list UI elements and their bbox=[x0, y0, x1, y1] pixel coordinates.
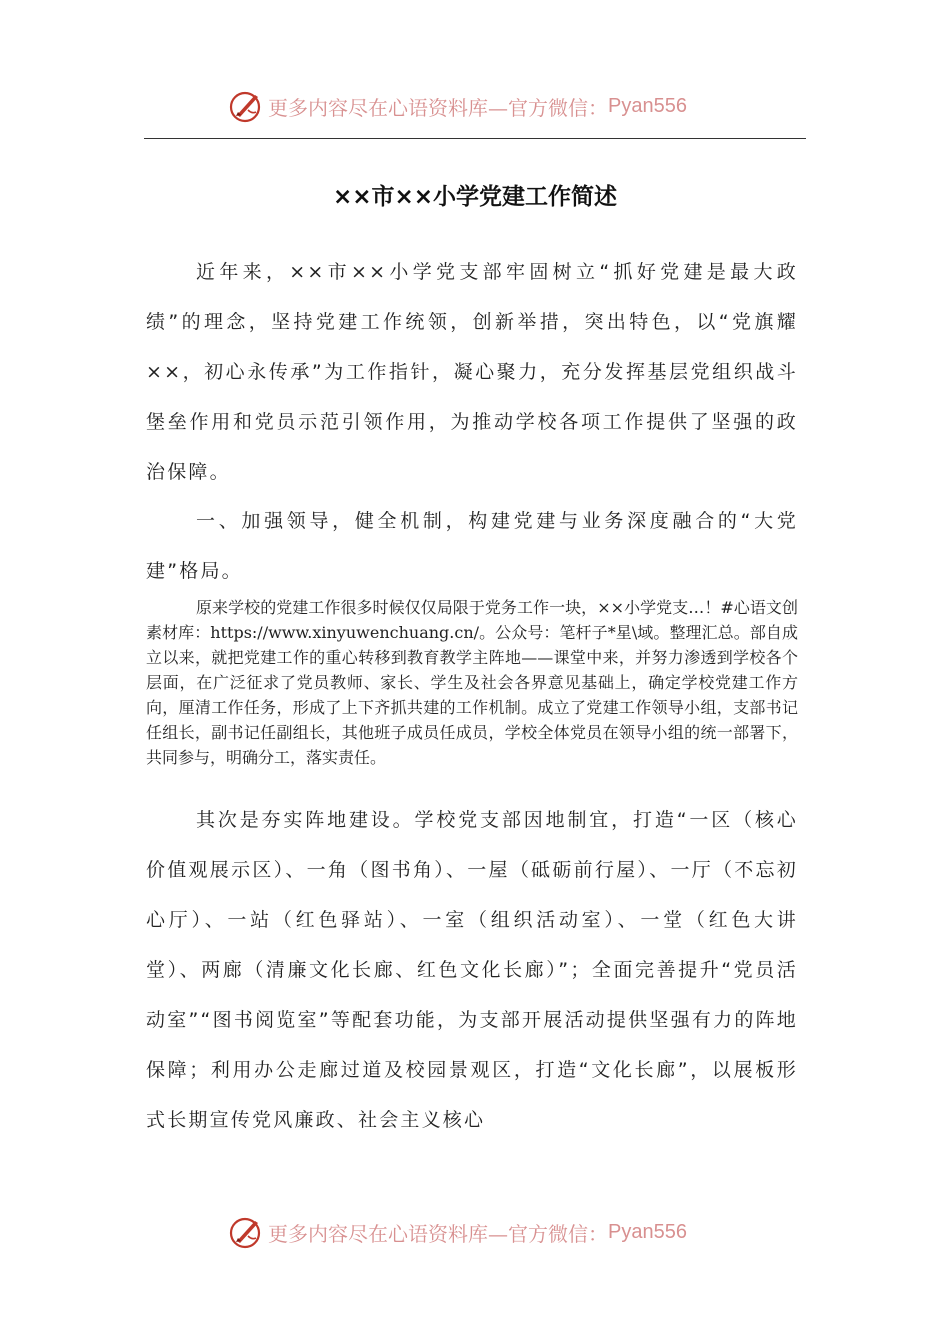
paragraph-leadership-text: 原来学校的党建工作很多时候仅仅局限于党务工作一块，××小学党支…！#心语文创素材库：https://www.xinyuwenchuang.cn/。公众号：笔杆子*星\域。整理汇总。部自成立以来，就把党建工作的重心转移到教育教学主阵地——课堂中来，并努力渗透到学校各个层面，在广泛征求了党员教师、家长、学生及社会各界意见基础上，确定学校党建工作方向，厘清工作任务，形成了上下齐抓共建的工作机制。成立了党建工作领导小组，支部书记任组长，副书记任副组长，其他班子成员任成员，学校全体党员在领导小组的统一部署下，共同参与，明确分工，落实责任。 bbox=[146, 598, 798, 767]
paragraph-leadership bbox=[146, 595, 798, 770]
pen-logo-icon bbox=[228, 88, 264, 124]
paragraph-intro: 近年来，××市××小学党支部牢固树立“抓好党建是最大政绩”的理念，坚持党建工作统领，创新举措，突出特色，以“党旗耀××，初心永传承”为工作指针，凝心聚力，充分发挥基层党组织战斗堡垒作用和党员示范引领作用，为推动学校各项工作提供了坚强的政治保障。 bbox=[146, 261, 798, 483]
watermark-text: 更多内容尽在心语资料库—官方微信： bbox=[268, 95, 608, 120]
pen-logo-icon bbox=[228, 1214, 264, 1250]
page-title: ××市××小学党建工作简述 bbox=[332, 184, 618, 210]
header-divider bbox=[144, 138, 806, 139]
header-watermark-banner bbox=[228, 84, 687, 128]
watermark-text: 更多内容尽在心语资料库—官方微信： bbox=[268, 1221, 608, 1246]
watermark-wechat-id: Pyan556 bbox=[608, 1220, 687, 1243]
footer-watermark-banner bbox=[228, 1210, 687, 1254]
section-heading-1: 一、加强领导，健全机制，构建党建与业务深度融合的“大党建”格局。 bbox=[146, 510, 798, 582]
paragraph-position-building: 其次是夯实阵地建设。学校党支部因地制宜，打造“一区（核心价值观展示区）、一角（图书角）、一屋（砥砺前行屋）、一厅（不忘初心厅）、一站（红色驿站）、一室（组织活动室）、一堂（红色大讲堂）、两廊（清廉文化长廊、红色文化长廊）”；全面完善提升“党员活动室”“图书阅览室”等配套功能，为支部开展活动提供坚强有力的阵地保障；利用办公走廊过道及校园景观区，打造“文化长廊”，以展板形式长期宣传党风廉政、社会主义核心 bbox=[146, 809, 798, 1131]
watermark-wechat-id: Pyan556 bbox=[608, 94, 687, 117]
